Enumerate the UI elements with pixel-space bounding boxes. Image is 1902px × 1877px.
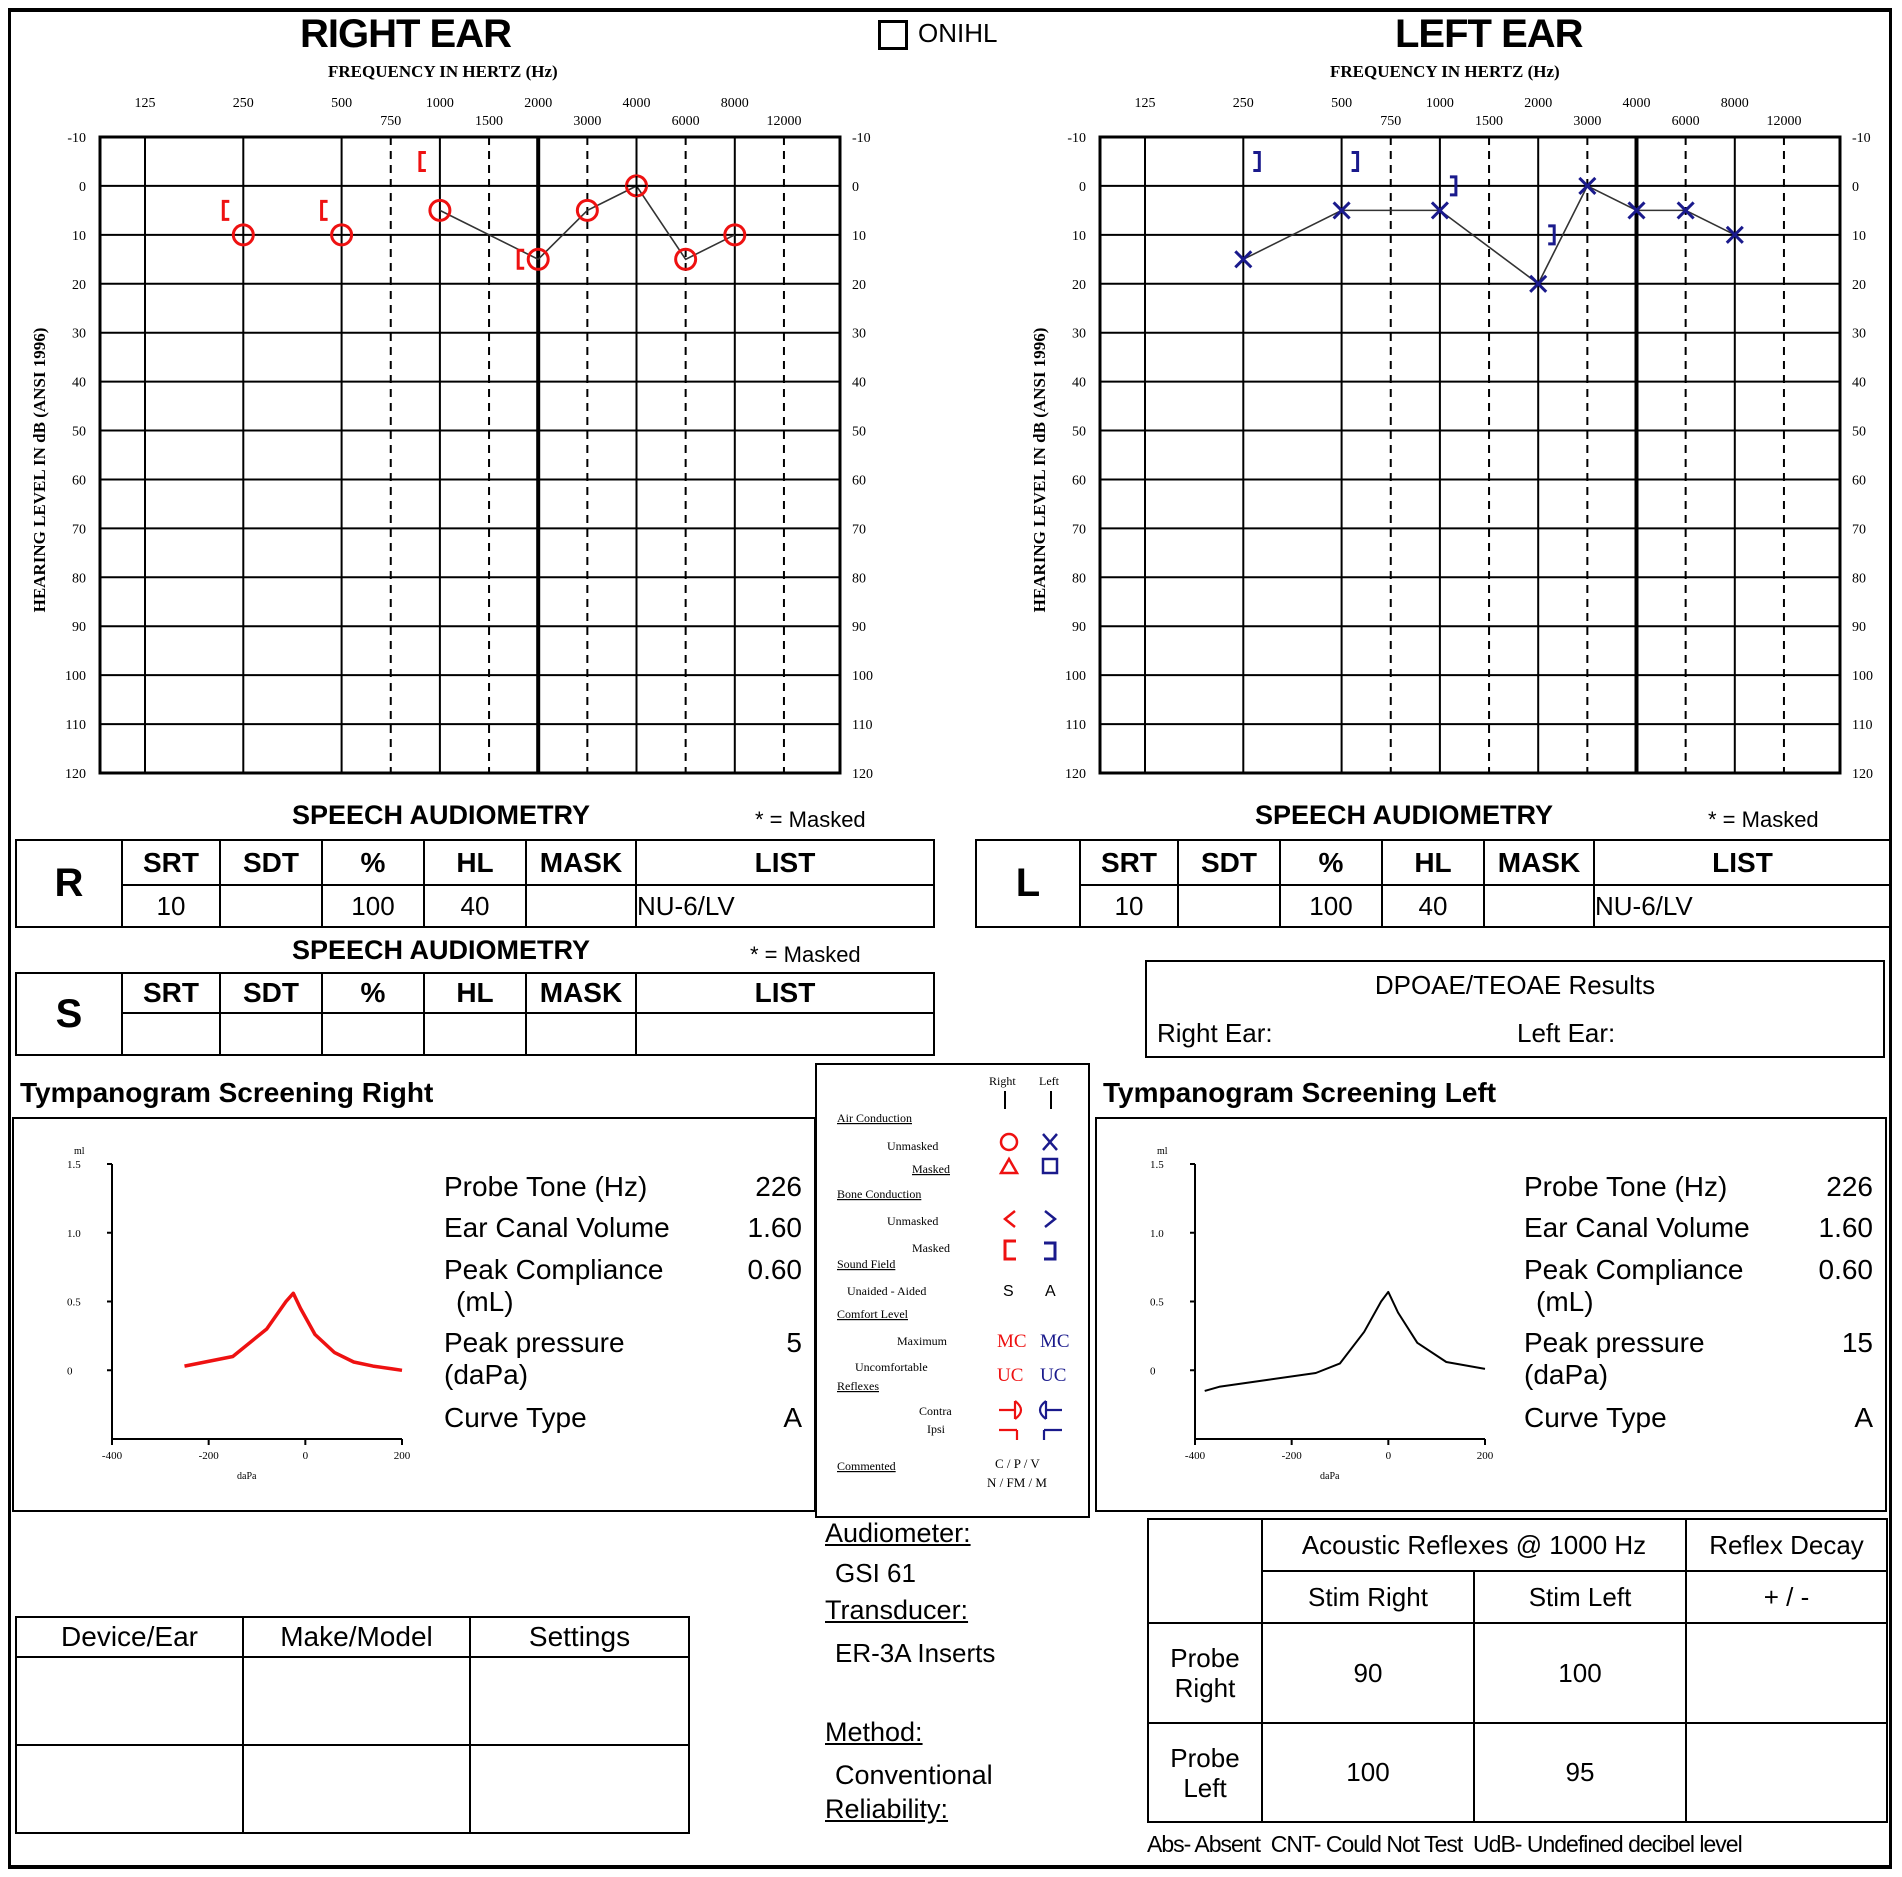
audiometer-label: Audiometer: [825, 1518, 971, 1548]
legend-circle-symbol [1001, 1134, 1017, 1150]
legend-s: S [1003, 1283, 1014, 1300]
tymp-y-tick-label: 1.0 [67, 1227, 81, 1240]
oae-box [1145, 960, 1885, 1058]
legend-comfort: Comfort Level [837, 1307, 908, 1321]
bone-masked-marker [420, 152, 426, 170]
speech-value: 100 [322, 885, 424, 927]
speech-header: MASK [526, 973, 636, 1013]
x-tick-label: 3000 [573, 114, 602, 129]
legend-mc-left: MC [1040, 1331, 1070, 1352]
device-cell[interactable] [16, 1745, 243, 1833]
bone-masked-marker [1352, 152, 1358, 170]
legend-comments: Commented [837, 1459, 896, 1473]
speech-value [122, 1013, 220, 1055]
tymp-left-chart [1097, 1119, 1517, 1509]
y-tick-label: 60 [1852, 473, 1866, 489]
y-tick-label: 40 [852, 375, 866, 391]
x-tick-label: 2000 [1524, 96, 1553, 111]
speech-right-ear: R [16, 840, 122, 927]
y-tick-label: 30 [72, 326, 86, 342]
y-tick-label: 90 [1852, 620, 1866, 636]
speech-header: LIST [1594, 840, 1891, 885]
legend-bone-left-symbol [1045, 1211, 1055, 1227]
tymp-y-tick-label: 0.5 [1150, 1296, 1164, 1309]
x-tick-label: 1500 [475, 114, 504, 129]
footnote: Abs- Absent CNT- Could Not Test UdB- Undefined decibel level [1147, 1831, 1742, 1857]
y-tick-label: 80 [1852, 571, 1866, 587]
tymp-label: Ear Canal Volume [444, 1212, 670, 1243]
y-tick-label: 60 [72, 473, 86, 489]
tymp-right-box [12, 1117, 816, 1512]
speech-value [1178, 885, 1280, 927]
reflex-value: 90 [1262, 1623, 1474, 1723]
tymp-value: 15 [1841, 1327, 1873, 1358]
speech-header: % [322, 840, 424, 885]
tymp-label: Ear Canal Volume [1524, 1212, 1750, 1243]
legend-unaided: Unaided - Aided [847, 1284, 927, 1298]
tymp-y-unit: ml [74, 1146, 85, 1157]
reflex-corner [1148, 1519, 1262, 1623]
y-tick-label: 10 [1072, 228, 1086, 244]
speech-value: 100 [1280, 885, 1382, 927]
y-tick-label: -10 [1067, 131, 1086, 146]
tymp-y-tick-label: 0.5 [67, 1296, 81, 1309]
y-tick-label: 10 [852, 228, 866, 244]
legend-maximum: Maximum [897, 1334, 947, 1348]
x-tick-label: 12000 [1766, 114, 1802, 129]
y-tick-label: 30 [1852, 326, 1866, 342]
y-tick-label: 60 [1072, 473, 1086, 489]
tymp-value: 226 [755, 1171, 802, 1202]
tymp-label: (mL) [456, 1286, 514, 1317]
legend-air: Air Conduction [837, 1111, 912, 1125]
y-tick-label: 110 [852, 718, 873, 734]
tymp-right-title: Tympanogram Screening Right [20, 1077, 434, 1108]
x-tick-label: 4000 [1622, 96, 1651, 111]
legend-masked: Masked [912, 1241, 950, 1255]
x-tick-label: 750 [380, 114, 402, 129]
tymp-value: 0.60 [1818, 1254, 1873, 1285]
y-tick-label: 30 [1072, 326, 1086, 342]
legend-right-header: Right [989, 1074, 1016, 1088]
x-tick-label: 1500 [1475, 114, 1504, 129]
device-table [15, 1616, 690, 1834]
y-tick-label: 20 [72, 277, 86, 293]
speech-header: LIST [636, 840, 934, 885]
method-value: Conventional [835, 1760, 993, 1790]
acoustic-reflex-table [1147, 1518, 1888, 1823]
tymp-x-tick-label: 0 [1385, 1450, 1392, 1462]
tymp-label: Peak Compliance [1524, 1254, 1744, 1285]
tymp-label: (daPa) [1524, 1359, 1609, 1390]
left-freq-label: FREQUENCY IN HERTZ (Hz) [1330, 62, 1560, 81]
reflex-value: 100 [1262, 1723, 1474, 1822]
legend-x-symbol [1043, 1134, 1057, 1150]
y-tick-label: 20 [1852, 277, 1866, 293]
tymp-value: 5 [786, 1327, 802, 1358]
speech-left-table [975, 839, 1892, 928]
tymp-x-tick-label: -400 [1184, 1450, 1206, 1462]
speech-value: NU-6/LV [636, 885, 934, 927]
y-tick-label: 50 [1072, 424, 1086, 440]
tymp-label: (mL) [1536, 1286, 1594, 1317]
legend-symbols [817, 1065, 1088, 1516]
transducer-value: ER-3A Inserts [835, 1638, 996, 1668]
right-audiogram [0, 0, 880, 790]
legend-sound-field: Sound Field [837, 1257, 896, 1271]
y-tick-label: -10 [1852, 131, 1871, 146]
tymp-curve [185, 1293, 403, 1370]
right-y-label: HEARING LEVEL IN dB (ANSI 1996) [30, 327, 49, 613]
speech-header: MASK [1484, 840, 1594, 885]
y-tick-label: 90 [852, 620, 866, 636]
bone-masked-marker [1253, 152, 1259, 170]
reliability-label: Reliability: [825, 1794, 949, 1824]
tymp-x-tick-label: -200 [198, 1450, 219, 1462]
audiogram-frame [100, 137, 840, 773]
tymp-y-tick-label: 1.5 [1150, 1159, 1164, 1171]
speech-value [1484, 885, 1594, 927]
probe-left-label: Probe Left [1148, 1723, 1262, 1822]
audiometer-value: GSI 61 [835, 1558, 916, 1588]
y-tick-label: 40 [72, 375, 86, 391]
speech-header: MASK [526, 840, 636, 885]
speech-right-table [15, 839, 935, 928]
legend-uncomfortable: Uncomfortable [855, 1360, 928, 1374]
speech-value [636, 1013, 934, 1055]
legend-square-symbol [1043, 1159, 1057, 1173]
tymp-value: 226 [1826, 1171, 1873, 1202]
x-tick-label: 500 [1331, 96, 1353, 111]
tymp-label: Curve Type [1524, 1402, 1667, 1433]
y-tick-label: 30 [852, 326, 866, 342]
legend-unmasked: Unmasked [887, 1214, 939, 1228]
tymp-label: Peak pressure [1524, 1327, 1705, 1358]
reflex-title: Acoustic Reflexes @ 1000 Hz [1262, 1519, 1686, 1571]
right-ear-title: RIGHT EAR [300, 12, 511, 56]
speech-left-ear: L [976, 840, 1080, 927]
speech-header: % [1280, 840, 1382, 885]
y-tick-label: 100 [852, 669, 873, 685]
y-tick-label: 0 [1852, 179, 1859, 195]
speech-value: 40 [424, 885, 526, 927]
tymp-x-tick-label: 0 [302, 1450, 309, 1462]
tymp-x-tick-label: 200 [1476, 1450, 1494, 1462]
right-freq-label: FREQUENCY IN HERTZ (Hz) [328, 62, 558, 81]
device-cell[interactable] [16, 1657, 243, 1745]
speech-value [526, 885, 636, 927]
x-tick-label: 8000 [1720, 96, 1749, 111]
tymp-value: 1.60 [1818, 1212, 1873, 1243]
x-tick-label: 6000 [671, 114, 700, 129]
y-tick-label: 110 [1065, 718, 1086, 734]
legend-bone-right-symbol [1005, 1211, 1015, 1227]
y-tick-label: 80 [1072, 571, 1086, 587]
bone-masked-marker [223, 201, 229, 219]
speech-sound-ear: S [16, 973, 122, 1055]
reflex-value [1686, 1623, 1887, 1723]
tymp-label: (daPa) [444, 1359, 529, 1390]
device-header: Make/Model [243, 1617, 470, 1657]
y-tick-label: 100 [1852, 669, 1873, 685]
y-tick-label: 100 [1065, 669, 1086, 685]
speech-left-masked-note: * = Masked [1708, 807, 1819, 832]
speech-value [220, 1013, 322, 1055]
y-tick-label: 110 [65, 718, 86, 734]
speech-header: LIST [636, 973, 934, 1013]
tymp-x-tick-label: 200 [393, 1450, 411, 1462]
speech-value [322, 1013, 424, 1055]
y-tick-label: 70 [852, 522, 866, 538]
y-tick-label: 50 [1852, 424, 1866, 440]
tymp-right-chart [14, 1119, 434, 1509]
y-tick-label: -10 [67, 131, 86, 146]
legend-codes-2: N / FM / M [987, 1475, 1047, 1490]
symbol-legend [815, 1063, 1090, 1518]
tymp-curve [1205, 1292, 1485, 1391]
x-tick-label: 6000 [1671, 114, 1700, 129]
tymp-x-tick-label: -400 [101, 1450, 123, 1462]
legend-bone-masked-right [1005, 1241, 1016, 1259]
device-cell[interactable] [470, 1745, 689, 1833]
oae-left-label: Left Ear: [1517, 1018, 1616, 1048]
speech-header: SDT [1178, 840, 1280, 885]
tymp-y-tick-label: 0 [1150, 1365, 1156, 1378]
x-tick-label: 8000 [720, 96, 749, 111]
x-tick-label: 250 [232, 96, 254, 111]
y-tick-label: 120 [1852, 767, 1873, 782]
speech-header: SDT [220, 840, 322, 885]
x-tick-label: 4000 [622, 96, 651, 111]
x-tick-label: 12000 [766, 114, 802, 129]
y-tick-label: 10 [72, 228, 86, 244]
speech-header: HL [1382, 840, 1484, 885]
device-cell[interactable] [243, 1745, 470, 1833]
transducer-label: Transducer: [825, 1595, 969, 1625]
tymp-value: A [783, 1402, 802, 1433]
speech-value [220, 885, 322, 927]
speech-header: % [322, 973, 424, 1013]
reflex-value: 95 [1474, 1723, 1686, 1822]
tymp-y-tick-label: 1.0 [1150, 1227, 1164, 1240]
legend-bone-masked-left [1044, 1243, 1055, 1259]
legend-bone: Bone Conduction [837, 1187, 922, 1201]
legend-ipsi-left [1044, 1430, 1062, 1440]
y-tick-label: 70 [1072, 522, 1086, 538]
tymp-left-title: Tympanogram Screening Left [1103, 1077, 1497, 1108]
y-tick-label: -10 [852, 131, 871, 146]
y-tick-label: 60 [852, 473, 866, 489]
left-audiogram [1000, 0, 1880, 790]
legend-uc-right: UC [997, 1365, 1024, 1386]
y-tick-label: 0 [852, 179, 859, 195]
speech-left-title: SPEECH AUDIOMETRY [1255, 800, 1554, 830]
tymp-label: Peak pressure [444, 1327, 625, 1358]
x-tick-label: 125 [134, 96, 156, 111]
speech-sound-table [15, 972, 935, 1056]
x-tick-label: 250 [1232, 96, 1254, 111]
legend-codes-1: C / P / V [995, 1456, 1040, 1471]
tymp-value: A [1854, 1402, 1873, 1433]
bone-masked-marker [322, 201, 328, 219]
speech-sound-title: SPEECH AUDIOMETRY [292, 935, 591, 965]
x-tick-label: 3000 [1573, 114, 1602, 129]
method-label: Method: [825, 1717, 923, 1747]
legend-uc-left: UC [1040, 1365, 1067, 1386]
speech-value [526, 1013, 636, 1055]
legend-a: A [1045, 1283, 1056, 1300]
tymp-y-unit: ml [1157, 1146, 1168, 1157]
y-tick-label: 50 [72, 424, 86, 440]
tymp-y-tick-label: 0 [67, 1365, 73, 1378]
onihl-label: ONIHL [918, 18, 998, 48]
stim-left-header: Stim Left [1474, 1571, 1686, 1623]
legend-left-header: Left [1039, 1074, 1059, 1088]
legend-unmasked: Unmasked [887, 1139, 939, 1153]
x-tick-label: 1000 [425, 96, 454, 111]
y-tick-label: 20 [1072, 277, 1086, 293]
device-cell[interactable] [243, 1657, 470, 1745]
legend-contra-right [999, 1401, 1021, 1419]
speech-right-title: SPEECH AUDIOMETRY [292, 800, 591, 830]
onihl-checkbox[interactable] [878, 20, 908, 50]
speech-sound-masked-note: * = Masked [750, 942, 861, 967]
speech-value [424, 1013, 526, 1055]
legend-mc-right: MC [997, 1331, 1027, 1352]
stim-right-header: Stim Right [1262, 1571, 1474, 1623]
x-tick-label: 1000 [1425, 96, 1454, 111]
y-tick-label: 0 [79, 179, 86, 195]
legend-masked: Masked [912, 1162, 950, 1176]
tymp-value: 1.60 [747, 1212, 802, 1243]
reflex-value: 100 [1474, 1623, 1686, 1723]
tymp-label: Curve Type [444, 1402, 587, 1433]
legend-ipsi: Ipsi [927, 1422, 945, 1436]
speech-header: SRT [1080, 840, 1178, 885]
speech-value: 10 [1080, 885, 1178, 927]
device-cell[interactable] [470, 1657, 689, 1745]
y-tick-label: 110 [1852, 718, 1873, 734]
tymp-left-box [1095, 1117, 1887, 1512]
y-tick-label: 0 [1079, 179, 1086, 195]
y-tick-label: 40 [1852, 375, 1866, 391]
y-tick-label: 100 [65, 669, 86, 685]
speech-header: HL [424, 840, 526, 885]
y-tick-label: 120 [65, 767, 86, 782]
legend-reflexes: Reflexes [837, 1379, 879, 1393]
reflex-decay-title: Reflex Decay [1686, 1519, 1887, 1571]
x-tick-label: 500 [331, 96, 353, 111]
speech-value: 40 [1382, 885, 1484, 927]
legend-triangle-symbol [1001, 1159, 1017, 1173]
device-header: Device/Ear [16, 1617, 243, 1657]
y-tick-label: 10 [1852, 228, 1866, 244]
y-tick-label: 20 [852, 277, 866, 293]
oae-title: DPOAE/TEOAE Results [1374, 970, 1656, 1000]
y-tick-label: 90 [72, 620, 86, 636]
tymp-label: Peak Compliance [444, 1254, 664, 1285]
left-y-label: HEARING LEVEL IN dB (ANSI 1996) [1030, 327, 1049, 613]
decay-plus-minus: + / - [1686, 1571, 1887, 1623]
legend-contra: Contra [919, 1404, 952, 1418]
tymp-x-unit: daPa [237, 1471, 257, 1482]
x-tick-label: 125 [1134, 96, 1156, 111]
device-header: Settings [470, 1617, 689, 1657]
speech-header: SDT [220, 973, 322, 1013]
y-tick-label: 80 [72, 571, 86, 587]
left-ear-title: LEFT EAR [1395, 12, 1583, 56]
tymp-label: Probe Tone (Hz) [444, 1171, 648, 1202]
bone-masked-marker [518, 250, 524, 268]
tymp-x-unit: daPa [1320, 1471, 1340, 1482]
x-tick-label: 750 [1380, 114, 1402, 129]
tymp-label: Probe Tone (Hz) [1524, 1171, 1728, 1202]
tymp-value: 0.60 [747, 1254, 802, 1285]
y-tick-label: 40 [1072, 375, 1086, 391]
y-tick-label: 70 [1852, 522, 1866, 538]
x-tick-label: 2000 [524, 96, 553, 111]
y-tick-label: 90 [1072, 620, 1086, 636]
probe-right-label: Probe Right [1148, 1623, 1262, 1723]
speech-header: SRT [122, 840, 220, 885]
speech-header: SRT [122, 973, 220, 1013]
speech-header: HL [424, 973, 526, 1013]
legend-contra-left [1040, 1401, 1062, 1419]
oae-right-label: Right Ear: [1157, 1018, 1273, 1048]
tymp-y-tick-label: 1.5 [67, 1159, 81, 1171]
speech-right-masked-note: * = Masked [755, 807, 866, 832]
y-tick-label: 80 [852, 571, 866, 587]
reflex-value [1686, 1723, 1887, 1822]
y-tick-label: 120 [852, 767, 873, 782]
tymp-x-tick-label: -200 [1281, 1450, 1302, 1462]
y-tick-label: 70 [72, 522, 86, 538]
legend-ipsi-right [999, 1430, 1017, 1440]
y-tick-label: 50 [852, 424, 866, 440]
y-tick-label: 120 [1065, 767, 1086, 782]
speech-value: 10 [122, 885, 220, 927]
speech-value: NU-6/LV [1594, 885, 1891, 927]
